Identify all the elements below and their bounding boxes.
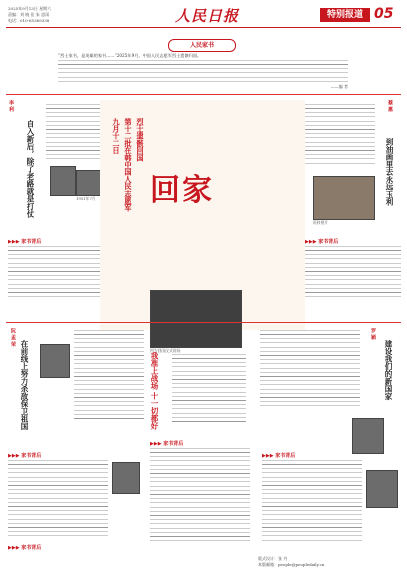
soldier-group-photo xyxy=(76,170,102,196)
article-body-lines xyxy=(305,246,401,298)
article-body-lines xyxy=(8,246,101,298)
soldier-portrait-photo xyxy=(50,166,76,196)
photo-caption: 1951年7月 xyxy=(76,196,96,201)
mid-body-lines xyxy=(150,448,250,544)
issue-weekday: 星期六 xyxy=(39,6,52,11)
article-left-mid xyxy=(6,326,146,446)
center-title: 回家 xyxy=(150,173,214,208)
section-head-bottom: ▶▶▶ 家书背后 xyxy=(8,545,42,551)
masthead-meta xyxy=(8,6,128,24)
soldier-portrait-photo xyxy=(40,344,70,378)
article-headline: 在前线上努力杀敌保卫祖国 xyxy=(20,340,29,430)
newspaper-logo: 人民日报 xyxy=(175,7,240,25)
article-headline: 到油画里去永远玉利 xyxy=(385,138,394,206)
letter-text-lines xyxy=(260,330,360,410)
intro-text: “烈士家书，是英雄的家书……”2025年9月，中国人民志愿军烈士遗骸归国。 xyxy=(58,53,202,58)
letter-text-lines xyxy=(172,354,246,424)
article-author: 阮 孟 荣 xyxy=(10,328,16,347)
section-badge: 特别报道 xyxy=(320,8,370,22)
issue-date: 2025年9月13日 xyxy=(8,6,38,11)
intro-divider xyxy=(6,94,401,95)
article-right-mid xyxy=(260,326,401,446)
soldier-portrait-photo xyxy=(112,462,140,494)
mid-divider xyxy=(6,322,401,323)
left-mid-body-lines xyxy=(8,460,108,540)
article-headline: 自入新后，除了老路就是打仗 xyxy=(26,120,35,218)
footer xyxy=(258,556,398,568)
letter-text-lines xyxy=(74,330,144,422)
article-left-top xyxy=(6,98,101,318)
article-author: 李 利 xyxy=(8,100,14,112)
letter-text-lines xyxy=(305,104,375,166)
right-mid-body-lines xyxy=(262,460,362,544)
article-author: 罗 颖 xyxy=(370,328,376,340)
letter-text-lines xyxy=(46,104,101,160)
footer-design: 版式设计：张 丹 xyxy=(258,556,288,561)
section-head: ▶▶▶ 家书背后 xyxy=(8,239,42,245)
article-headline: 我准上战场 十一切都好 xyxy=(150,352,159,430)
soldier-portrait-photo xyxy=(352,418,384,454)
header-rule xyxy=(6,27,401,28)
article-author: 蔡 惠 xyxy=(387,100,393,112)
center-subtitle-3: 烈士遗骸回国 xyxy=(136,118,145,162)
intro-body-lines xyxy=(58,60,348,84)
ceremony-photo xyxy=(150,290,242,348)
masthead xyxy=(0,0,407,34)
article-headline: 建设我们的新国家 xyxy=(384,340,393,400)
center-photo-caption: 图为回国仪式现场 xyxy=(150,348,181,353)
editors-line: 责编：刘 晓 佳 朱 思雨 xyxy=(8,12,50,17)
intro-sign: ——编 者 xyxy=(330,84,348,89)
article-right-top xyxy=(305,98,401,318)
section-head-right-mid: ▶▶▶ 家书背后 xyxy=(262,453,296,459)
center-subtitle-2: 第十二批在韩中国人民志愿军 xyxy=(124,118,133,212)
section-head: ▶▶▶ 家书背后 xyxy=(305,239,339,245)
soldier-portrait-photo xyxy=(366,470,398,508)
footer-email: 本版邮箱：people@peopledaily.cn xyxy=(258,562,325,567)
phone-line: 电话：010-65369338 xyxy=(8,18,50,23)
column-tag: 人民家书 xyxy=(168,39,236,52)
soldiers-photo xyxy=(313,176,375,220)
section-head-left-mid: ▶▶▶ 家书背后 xyxy=(8,453,42,459)
page-number: 05 xyxy=(374,6,394,22)
article-mid xyxy=(150,350,250,430)
section-head-mid: ▶▶▶ 家书背后 xyxy=(150,441,184,447)
photo-caption: 资料照片 xyxy=(313,220,329,225)
center-subtitle-1: 九月十二日 xyxy=(112,118,121,154)
intro-block xyxy=(58,53,348,91)
